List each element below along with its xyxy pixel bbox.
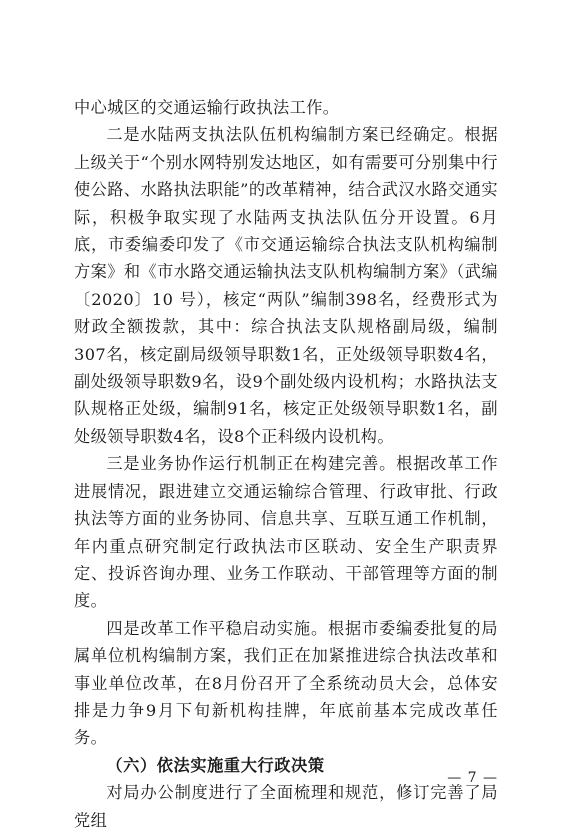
paragraph-last: 对局办公制度进行了全面梳理和规范，修订完善了局党组 bbox=[74, 783, 498, 830]
paragraph-continuation: 中心城区的交通运输行政执法工作。 bbox=[74, 98, 340, 117]
page-number: — 7 — bbox=[447, 770, 498, 786]
paragraph-two: 二是水陆两支执法队伍机构编制方案已经确定。根据上级关于“个别水网特别发达地区，如有需要可分别集中行使公路、水路执法职能”的改革精神，结合武汉水路交通实际，积极争取实现了水陆两支执法队伍分开设置。6月底，市委编委印发了《市交通运输综合执法支队机构编制方案》和《市水路交通运输执法支队机构编制方案》（武编〔2020〕10 号），核定“两队”编制398名，经费形式为财政全额拨款，其中：综合执法支队规格副局级，编制307名，核定副局级领导职数1名，正处级领导职数4名，副处级领导职数9名，设9个副处级内设机构；水路执法支队规格正处级，编制91名，核定正处级领导职数1名，副处级领导职数4名，设8个正科级内设机构。 bbox=[74, 125, 498, 446]
paragraph-three: 三是业务协作运行机制正在构建完善。根据改革工作进展情况，跟进建立交通运输综合管理、行政审批、行政执法等方面的业务协同、信息共享、互联互通工作机制，年内重点研究制定行政执法市区联动、安全生产职责界定、投诉咨询办理、业务工作联动、干部管理等方面的制度。 bbox=[74, 454, 498, 611]
body-text bbox=[74, 94, 498, 834]
section-heading: （六）依法实施重大行政决策 bbox=[106, 755, 325, 775]
paragraph-four: 四是改革工作平稳启动实施。根据市委编委批复的局属单位机构编制方案，我们正在加紧推进综合执法改革和事业单位改革，在8月份召开了全系统动员大会，总体安排是力争9月下旬新机构挂牌，年底前基本完成改革任务。 bbox=[74, 618, 498, 748]
